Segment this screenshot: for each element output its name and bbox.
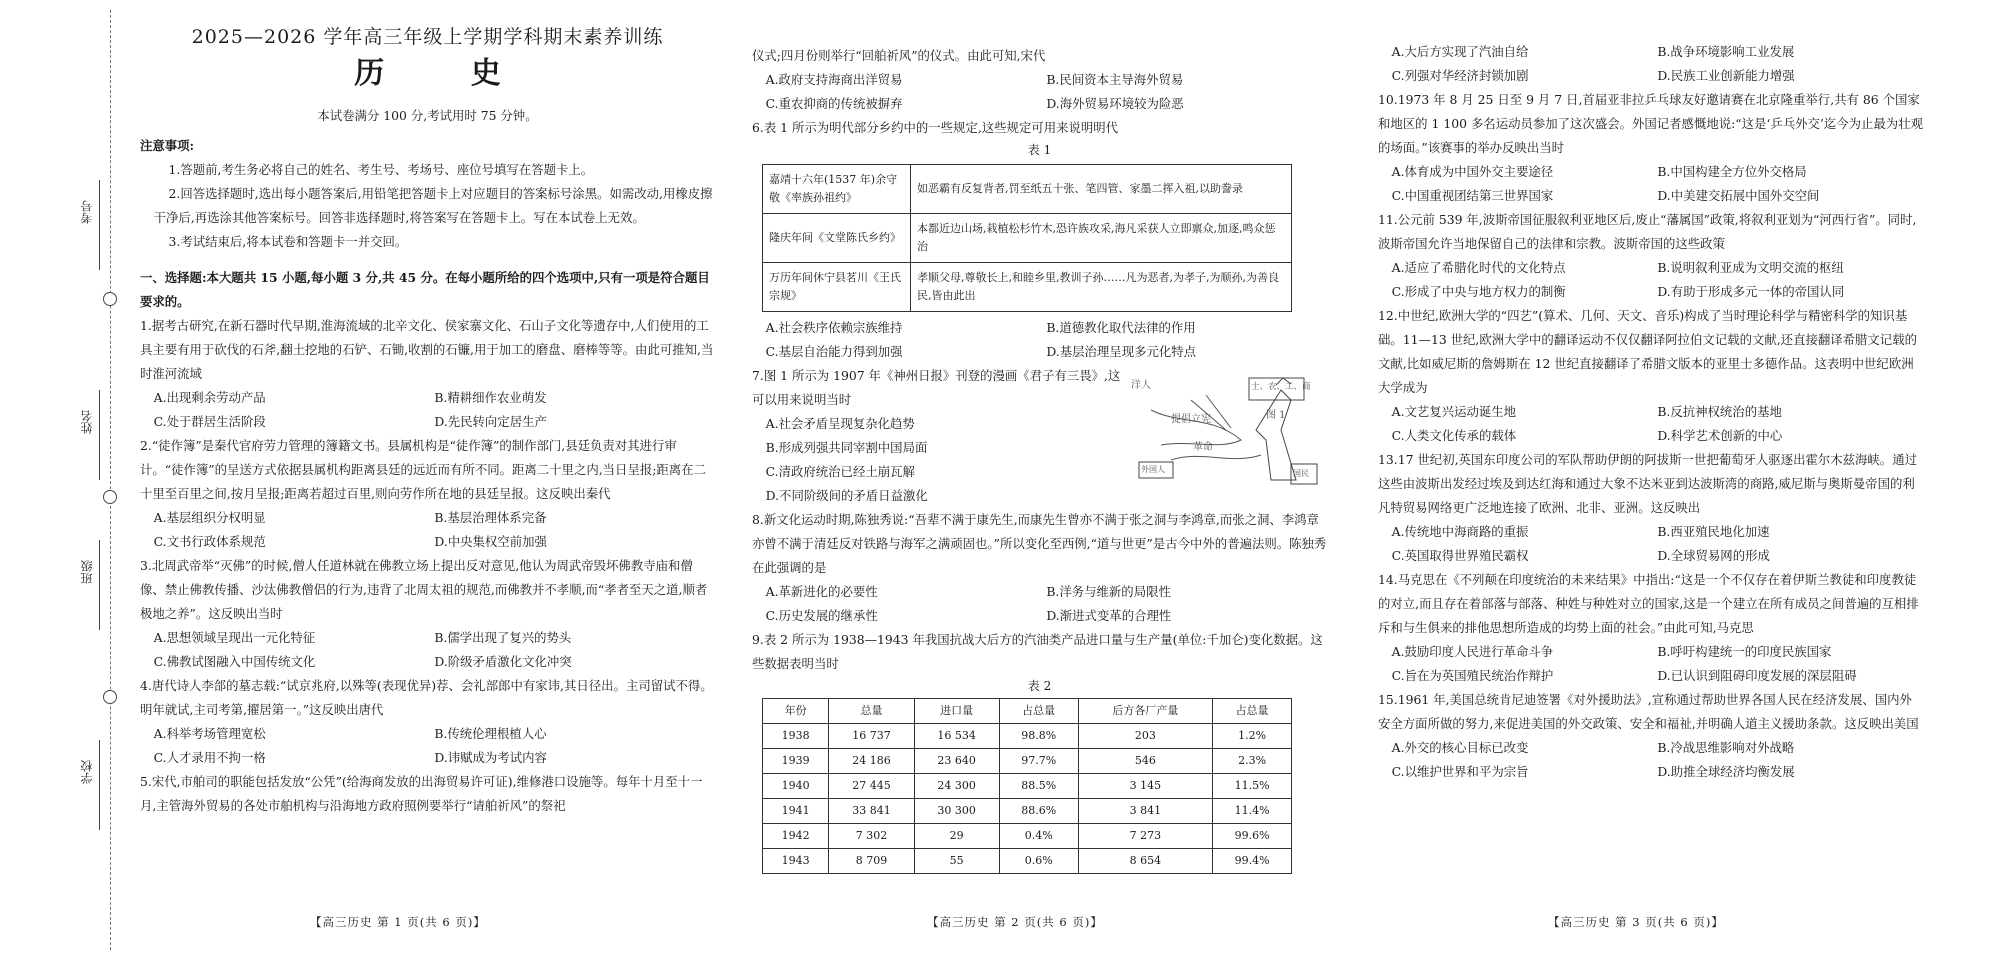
page-footer: 【高三历史 第 2 页(共 6 页)】 — [927, 915, 1103, 929]
option-c: C.以维护世界和平为宗旨 — [1391, 764, 1529, 779]
table-cell: 7 302 — [829, 824, 914, 849]
question-stem: 4.唐代诗人李郃的墓志载:“试京兆府,以殊等(表现优异)荐、会礼部郎中有家讳,其日径出。主司留试不得。明年就试,主司考第,擢居第一。”这反映出唐代 — [140, 678, 713, 717]
exam-info: 本试卷满分 100 分,考试用时 75 分钟。 — [317, 108, 538, 123]
option-d: D.中美建交拓展中国外交空间 — [1657, 188, 1820, 203]
table-cell: 29 — [914, 824, 999, 849]
question-stem: 7.图 1 所示为 1907 年《神州日报》刊登的漫画《君子有三畏》,这可以用来说明当时 — [752, 368, 1121, 407]
binding-dashed-line — [110, 10, 111, 950]
cartoon-figure-1 — [1131, 370, 1321, 490]
option-b: B.民间资本主导海外贸易 — [1046, 72, 1184, 87]
table-cell: 本都近边山场,栽植松杉竹木,恐许族攻采,海凡采获人立即禀众,加逐,鸣众惩治 — [911, 214, 1292, 263]
table-cell: 11.5% — [1213, 774, 1292, 799]
table-header-row — [763, 699, 1292, 724]
option-a: A.体育成为中国外交主要途径 — [1391, 164, 1554, 179]
option-a: A.传统地中海商路的重振 — [1391, 524, 1529, 539]
question-stem: 15.1961 年,美国总统肯尼迪签署《对外援助法》,宣称通过帮助世界各国人民在经济发展、国内外安全方面所做的努力,来促进美国的外交政策、安全和福祉,并明确人道主义援助条款。这反映出美国 — [1378, 692, 1919, 731]
binding-blank-exam-number — [99, 180, 100, 270]
cartoon-text: 革命 — [1193, 442, 1213, 453]
table-row — [763, 749, 1292, 774]
question-8 — [752, 508, 1327, 628]
notice-item: 1.答题前,考生务必将自己的姓名、考生号、考场号、座位号填写在答题卡上。 — [168, 162, 594, 177]
option-c: C.历史发展的继承性 — [765, 608, 878, 623]
option-c: C.佛教试图融入中国传统文化 — [153, 654, 316, 669]
page-1-column — [140, 0, 715, 971]
option-a: A.社会矛盾呈现复杂化趋势 — [765, 416, 915, 431]
cartoon-text: 士、农、工、商 — [1251, 382, 1311, 392]
table-cell: 16 534 — [914, 724, 999, 749]
option-a: A.思想领域呈现出一元化特征 — [153, 630, 316, 645]
table-row — [763, 824, 1292, 849]
binding-label-exam-number: 考号 — [80, 200, 94, 224]
option-b: B.西亚殖民地化加速 — [1657, 524, 1770, 539]
option-c: C.清政府统治已经土崩瓦解 — [765, 464, 915, 479]
option-c: C.人类文化传承的载体 — [1391, 428, 1517, 443]
exam-title: 2025—2026 学年高三年级上学期学科期末素养训练 — [191, 26, 664, 48]
cartoon-text: 外国人 — [1141, 465, 1165, 474]
table-cell: 99.6% — [1213, 824, 1292, 849]
binding-margin — [0, 0, 122, 971]
option-d: D.海外贸易环境较为险恶 — [1046, 96, 1184, 111]
question-stem: 9.表 2 所示为 1938—1943 年我国抗战大后方的汽油类产品进口量与生产量(单位:千加仑)变化数据。这些数据表明当时 — [752, 632, 1323, 671]
option-a: A.文艺复兴运动诞生地 — [1391, 404, 1517, 419]
table-header: 占总量 — [999, 699, 1078, 724]
option-d: D.讳赋成为考试内容 — [434, 750, 547, 765]
binding-blank-school — [99, 740, 100, 830]
table-1 — [762, 164, 1292, 312]
table-row — [763, 214, 1292, 263]
question-stem: 6.表 1 所示为明代部分乡约中的一些规定,这些规定可用来说明明代 — [752, 120, 1119, 135]
option-c: C.基层自治能力得到加强 — [765, 344, 903, 359]
option-b: B.精耕细作农业萌发 — [434, 390, 547, 405]
option-c: C.旨在为英国殖民统治作辩护 — [1391, 668, 1554, 683]
binding-label-name: 姓名 — [80, 410, 94, 434]
binding-blank-name — [99, 390, 100, 480]
question-10 — [1378, 88, 1923, 208]
option-c: C.重农抑商的传统被摒弃 — [765, 96, 903, 111]
question-stem: 1.据考古研究,在新石器时代早期,淮海流域的北辛文化、侯家寨文化、石山子文化等遗存中,人们使用的工具主要有用于砍伐的石斧,翻土挖地的石铲、石锄,收割的石镰,用于加工的磨盘、磨棒等等。由此可推知,当时淮河流域 — [140, 318, 714, 381]
binding-label-school: 学校 — [80, 760, 94, 784]
option-c: C.文书行政体系规范 — [153, 534, 266, 549]
option-c: C.中国重视团结第三世界国家 — [1391, 188, 1554, 203]
question-11 — [1378, 208, 1923, 304]
table-cell: 如恶霸有反复背者,罚至纸五十张、笔四管、家墨二挥入祖,以助誊录 — [911, 165, 1292, 214]
question-stem: 13.17 世纪初,英国东印度公司的军队帮助伊朗的阿拔斯一世把葡萄牙人驱逐出霍尔木兹海峡。通过这些由波斯出发经过埃及到达红海和通过大象不达米亚到达波斯湾的商路,威尼斯与奥斯曼帝国的利凡特贸易网络更广泛地连接了欧洲、北非、亚洲。这反映出 — [1378, 452, 1917, 515]
option-d: D.先民转向定居生产 — [434, 414, 547, 429]
option-d: D.渐进式变革的合理性 — [1046, 608, 1172, 623]
question-9 — [752, 628, 1327, 874]
table-row — [763, 799, 1292, 824]
table-header: 年份 — [763, 699, 829, 724]
page-footer: 【高三历史 第 3 页(共 6 页)】 — [1548, 915, 1724, 929]
table-cell: 1938 — [763, 724, 829, 749]
table-2 — [762, 698, 1292, 874]
option-b: B.反抗神权统治的基地 — [1657, 404, 1782, 419]
option-b: B.冷战思维影响对外战略 — [1657, 740, 1795, 755]
option-b: B.呼吁构建统一的印度民族国家 — [1657, 644, 1832, 659]
option-d: D.有助于形成多元一体的帝国认同 — [1657, 284, 1845, 299]
cartoon-text: 国民 — [1293, 469, 1309, 478]
option-c: C.人才录用不拘一格 — [153, 750, 266, 765]
table-cell: 88.6% — [999, 799, 1078, 824]
figure-1-label: 图 1 — [1266, 410, 1286, 421]
table-cell: 99.4% — [1213, 849, 1292, 874]
table-cell: 98.8% — [999, 724, 1078, 749]
table-cell: 23 640 — [914, 749, 999, 774]
question-stem: 14.马克思在《不列颠在印度统治的未来结果》中指出:“这是一个不仅存在着伊斯兰教徒和印度教徒的对立,而且存在着部落与部落、种姓与种姓对立的国家,这是一个建立在所有成员之间普遍的互相排斥和与生俱来的排他思想所造成的均势上面的社会。”由此可知,马克思 — [1378, 572, 1919, 635]
option-b: B.传统伦理根植人心 — [434, 726, 547, 741]
table-row — [763, 724, 1292, 749]
option-d: D.科学艺术创新的中心 — [1657, 428, 1783, 443]
option-b: B.中国构建全方位外交格局 — [1657, 164, 1807, 179]
option-a: A.基层组织分权明显 — [153, 510, 266, 525]
option-d: D.中央集权空前加强 — [434, 534, 547, 549]
table-cell: 0.4% — [999, 824, 1078, 849]
notice-item: 3.考试结束后,将本试卷和答题卡一并交回。 — [168, 234, 408, 249]
question-9-options — [1378, 40, 1923, 88]
table-cell: 1.2% — [1213, 724, 1292, 749]
table-row — [763, 165, 1292, 214]
table-header: 总量 — [829, 699, 914, 724]
table-header: 占总量 — [1213, 699, 1292, 724]
option-a: A.鼓励印度人民进行革命斗争 — [1391, 644, 1554, 659]
table-row — [763, 774, 1292, 799]
option-d: D.全球贸易网的形成 — [1657, 548, 1770, 563]
option-a: A.外交的核心目标已改变 — [1391, 740, 1529, 755]
question-stem: 10.1973 年 8 月 25 日至 9 月 7 日,首届亚非拉乒乓球友好邀请赛在北京隆重举行,共有 86 个国家和地区的 1 100 多名运动员参加了这次盛会。外国记者感慨地说:“这是‘乒乓外交’迄今为止最为壮观的场面。”该赛事的举办反映出当时 — [1378, 92, 1923, 155]
page-3-column — [1378, 0, 1923, 971]
option-b: B.说明叙利亚成为文明交流的枢纽 — [1657, 260, 1844, 275]
question-15 — [1378, 688, 1923, 784]
question-5-continued — [752, 44, 1327, 116]
table-cell: 1943 — [763, 849, 829, 874]
binding-circle-mark — [103, 690, 117, 704]
table-cell: 88.5% — [999, 774, 1078, 799]
table-cell: 隆庆年间《文堂陈氏乡约》 — [763, 214, 911, 263]
cartoon-text: 洋人 — [1131, 380, 1151, 391]
exam-subject: 历 史 — [354, 56, 539, 91]
option-c: C.英国取得世界殖民霸权 — [1391, 548, 1529, 563]
table-cell: 97.7% — [999, 749, 1078, 774]
option-b: B.基层治理体系完备 — [434, 510, 547, 525]
table-cell: 203 — [1078, 724, 1213, 749]
option-c: C.处于群居生活阶段 — [153, 414, 266, 429]
option-b: B.战争环境影响工业发展 — [1657, 44, 1795, 59]
option-c: C.列强对华经济封锁加剧 — [1391, 68, 1529, 83]
table-cell: 8 654 — [1078, 849, 1213, 874]
section-heading: 一、选择题:本大题共 15 小题,每小题 3 分,共 45 分。在每小题所给的四个选项中,只有一项是符合题目要求的。 — [140, 270, 710, 309]
table-cell: 11.4% — [1213, 799, 1292, 824]
question-3 — [140, 554, 715, 674]
notice-item: 2.回答选择题时,选出每小题答案后,用铅笔把答题卡上对应题目的答案标号涂黑。如需改动,用橡皮擦干净后,再选涂其他答案标号。回答非选择题时,将答案写在答题卡上。写在本试卷上无效。 — [153, 186, 713, 225]
table-row — [763, 849, 1292, 874]
table-cell: 24 186 — [829, 749, 914, 774]
option-a: A.革新进化的必要性 — [765, 584, 878, 599]
cartoon-text: 提倡立宪 — [1171, 414, 1211, 425]
table-cell: 30 300 — [914, 799, 999, 824]
table-cell: 1939 — [763, 749, 829, 774]
question-5-start — [140, 770, 715, 818]
option-a: A.科举考场管理宽松 — [153, 726, 266, 741]
table-cell: 0.6% — [999, 849, 1078, 874]
table-2-caption: 表 2 — [1027, 679, 1052, 693]
table-cell: 孝顺父母,尊敬长上,和睦乡里,教训子孙……凡为恶者,为孝子,为顺孙,为善良民,皆由此出 — [911, 263, 1292, 312]
question-stem: 2.“徒作簿”是秦代官府劳力管理的簿籍文书。县属机构是“徒作簿”的制作部门,县廷负责对其进行审计。“徒作簿”的呈送方式依据县属机构距离县廷的远近而有所不同。距离二十里之内,当日呈报;距离在二十里至百里之间,按月呈报;距离若超过百里,则向劳作所在地的县廷呈报。这反映出秦代 — [140, 438, 706, 501]
table-cell: 27 445 — [829, 774, 914, 799]
question-14 — [1378, 568, 1923, 688]
table-cell: 8 709 — [829, 849, 914, 874]
option-d: D.不同阶级间的矛盾日益激化 — [765, 488, 928, 503]
table-cell: 3 145 — [1078, 774, 1213, 799]
question-stem: 12.中世纪,欧洲大学的“四艺”(算术、几何、天文、音乐)构成了当时理论科学与精密科学的知识基础。11—13 世纪,欧洲大学中的翻译运动不仅仅翻译阿拉伯文记载的文献,还直接翻译希腊文记载的文献,比如威尼斯的詹姆斯在 12 世纪直接翻译了希腊文版本的亚里士多德作品。这表明中世纪欧洲大学成为 — [1378, 308, 1917, 395]
option-d: D.已认识到阻碍印度发展的深层阻碍 — [1657, 668, 1857, 683]
option-c: C.形成了中央与地方权力的制衡 — [1391, 284, 1566, 299]
question-stem: 3.北周武帝举“灭佛”的时候,僧人任道林就在佛教立场上提出反对意见,他认为周武帝毁坏佛教寺庙和僧像、禁止佛教传播、沙汰佛教僧侣的行为,违背了北周太祖的规范,而佛教并不孝顺,而“孝者至天之道,顺者极地之养”。这反映出当时 — [140, 558, 708, 621]
table-row — [763, 263, 1292, 312]
option-a: A.大后方实现了汽油自给 — [1391, 44, 1529, 59]
table-cell: 1941 — [763, 799, 829, 824]
question-13 — [1378, 448, 1923, 568]
question-stem: 11.公元前 539 年,波斯帝国征服叙利亚地区后,废止“藩属国”政策,将叙利亚划为“河西行省”。同时,波斯帝国允许当地保留自己的法律和宗教。波斯帝国的这些政策 — [1378, 212, 1917, 251]
table-cell: 1940 — [763, 774, 829, 799]
binding-label-class: 班级 — [80, 560, 94, 584]
page-footer: 【高三历史 第 1 页(共 6 页)】 — [310, 915, 486, 929]
option-b: B.儒学出现了复兴的势头 — [434, 630, 572, 645]
question-6 — [752, 116, 1327, 364]
question-7 — [752, 364, 1132, 508]
question-stem: 5.宋代,市舶司的职能包括发放“公凭”(给海商发放的出海贸易许可证),维修港口设施等。每年十月至十一月,主管海外贸易的各处市舶机构与沿海地方政府照例要举行“请舶祈风”的祭祀 — [140, 774, 703, 813]
binding-circle-mark — [103, 292, 117, 306]
table-cell: 33 841 — [829, 799, 914, 824]
question-2 — [140, 434, 715, 554]
table-header: 后方各厂产量 — [1078, 699, 1213, 724]
option-a: A.适应了希腊化时代的文化特点 — [1391, 260, 1566, 275]
table-cell: 7 273 — [1078, 824, 1213, 849]
question-stem: 仪式;四月份则举行“回舶祈风”的仪式。由此可知,宋代 — [752, 48, 1046, 63]
table-1-caption: 表 1 — [1027, 143, 1052, 157]
table-cell: 嘉靖十六年(1537 年)余守敬《率族孙祖约》 — [763, 165, 911, 214]
binding-blank-class — [99, 540, 100, 630]
table-cell: 55 — [914, 849, 999, 874]
table-cell: 2.3% — [1213, 749, 1292, 774]
table-header: 进口量 — [914, 699, 999, 724]
option-d: D.民族工业创新能力增强 — [1657, 68, 1795, 83]
option-d: D.基层治理呈现多元化特点 — [1046, 344, 1197, 359]
option-a: A.政府支持海商出洋贸易 — [765, 72, 903, 87]
option-b: B.洋务与维新的局限性 — [1046, 584, 1171, 599]
question-12 — [1378, 304, 1923, 448]
option-b: B.形成列强共同宰割中国局面 — [765, 440, 928, 455]
option-d: D.阶级矛盾激化文化冲突 — [434, 654, 572, 669]
question-1 — [140, 314, 715, 434]
table-cell: 3 841 — [1078, 799, 1213, 824]
question-4 — [140, 674, 715, 770]
notice-heading: 注意事项: — [140, 138, 195, 153]
option-d: D.助推全球经济均衡发展 — [1657, 764, 1795, 779]
question-stem: 8.新文化运动时期,陈独秀说:“吾辈不满于康先生,而康先生曾亦不满于张之洞与李鸿章,而张之洞、李鸿章亦曾不满于清廷反对铁路与海军之满顽固也。”所以变化至西例,“道与世更”是古今中外的普遍法则。陈独秀在此强调的是 — [752, 512, 1327, 575]
table-cell: 1942 — [763, 824, 829, 849]
option-a: A.出现剩余劳动产品 — [153, 390, 266, 405]
table-cell: 万历年间休宁县茗川《王氏宗规》 — [763, 263, 911, 312]
binding-circle-mark — [103, 490, 117, 504]
option-a: A.社会秩序依赖宗族维持 — [765, 320, 903, 335]
table-cell: 24 300 — [914, 774, 999, 799]
table-cell: 546 — [1078, 749, 1213, 774]
option-b: B.道德教化取代法律的作用 — [1046, 320, 1196, 335]
table-cell: 16 737 — [829, 724, 914, 749]
